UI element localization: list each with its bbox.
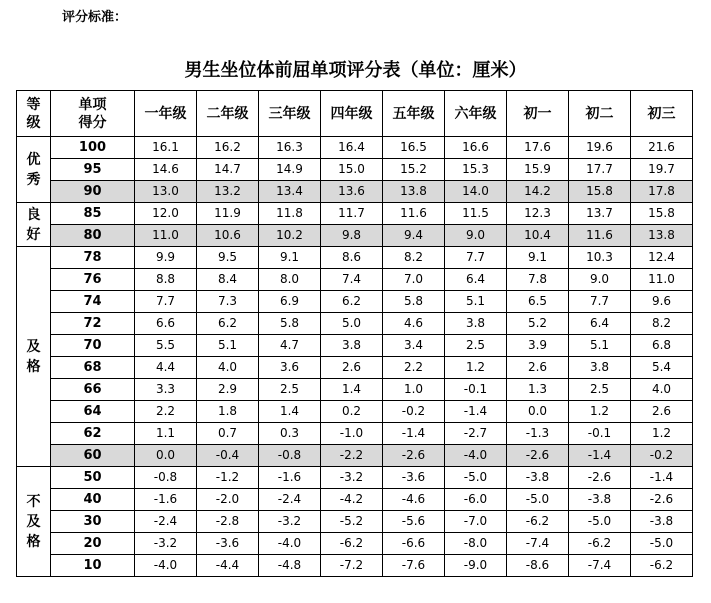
- value-cell: 9.4: [383, 225, 445, 247]
- value-cell: 9.8: [321, 225, 383, 247]
- value-cell: 11.9: [197, 203, 259, 225]
- value-cell: 19.6: [569, 137, 631, 159]
- value-cell: -6.2: [507, 511, 569, 533]
- value-cell: 15.2: [383, 159, 445, 181]
- header-level: 等 级: [17, 91, 51, 137]
- value-cell: 11.0: [631, 269, 693, 291]
- value-cell: 11.5: [445, 203, 507, 225]
- table-row: [17, 445, 693, 467]
- table-row: [17, 225, 693, 247]
- value-cell: 8.0: [259, 269, 321, 291]
- value-cell: 6.9: [259, 291, 321, 313]
- header-grade: 初三: [631, 91, 693, 137]
- value-cell: -1.4: [631, 467, 693, 489]
- value-cell: 2.5: [445, 335, 507, 357]
- table-row: [17, 181, 693, 203]
- value-cell: -1.6: [135, 489, 197, 511]
- value-cell: 6.8: [631, 335, 693, 357]
- score-cell: 80: [51, 225, 135, 247]
- value-cell: 10.2: [259, 225, 321, 247]
- value-cell: -6.0: [445, 489, 507, 511]
- value-cell: 1.4: [321, 379, 383, 401]
- value-cell: -1.3: [507, 423, 569, 445]
- value-cell: 14.7: [197, 159, 259, 181]
- value-cell: 7.7: [135, 291, 197, 313]
- value-cell: 3.3: [135, 379, 197, 401]
- value-cell: 7.3: [197, 291, 259, 313]
- value-cell: -7.2: [321, 555, 383, 577]
- value-cell: 3.8: [321, 335, 383, 357]
- score-cell: 72: [51, 313, 135, 335]
- table-row: [17, 401, 693, 423]
- value-cell: 5.8: [259, 313, 321, 335]
- value-cell: -9.0: [445, 555, 507, 577]
- value-cell: 4.0: [631, 379, 693, 401]
- score-cell: 95: [51, 159, 135, 181]
- header-score: 单项 得分: [51, 91, 135, 137]
- value-cell: -1.2: [197, 467, 259, 489]
- value-cell: 19.7: [631, 159, 693, 181]
- value-cell: 14.6: [135, 159, 197, 181]
- value-cell: -1.4: [445, 401, 507, 423]
- value-cell: 5.2: [507, 313, 569, 335]
- header-grade: 初二: [569, 91, 631, 137]
- value-cell: -0.1: [445, 379, 507, 401]
- value-cell: 1.4: [259, 401, 321, 423]
- value-cell: 2.6: [321, 357, 383, 379]
- value-cell: 2.5: [259, 379, 321, 401]
- value-cell: 4.0: [197, 357, 259, 379]
- value-cell: 15.8: [631, 203, 693, 225]
- value-cell: 0.0: [507, 401, 569, 423]
- value-cell: 16.5: [383, 137, 445, 159]
- value-cell: 0.0: [135, 445, 197, 467]
- value-cell: 6.5: [507, 291, 569, 313]
- value-cell: 5.1: [197, 335, 259, 357]
- value-cell: -4.2: [321, 489, 383, 511]
- value-cell: -1.0: [321, 423, 383, 445]
- value-cell: 16.4: [321, 137, 383, 159]
- value-cell: -0.1: [569, 423, 631, 445]
- value-cell: -1.4: [383, 423, 445, 445]
- value-cell: 5.4: [631, 357, 693, 379]
- value-cell: 9.1: [259, 247, 321, 269]
- value-cell: 16.6: [445, 137, 507, 159]
- score-cell: 30: [51, 511, 135, 533]
- value-cell: -3.2: [321, 467, 383, 489]
- value-cell: -0.2: [383, 401, 445, 423]
- value-cell: 15.8: [569, 181, 631, 203]
- value-cell: 12.3: [507, 203, 569, 225]
- value-cell: -7.6: [383, 555, 445, 577]
- value-cell: 13.8: [383, 181, 445, 203]
- value-cell: -2.4: [259, 489, 321, 511]
- table-row: [17, 291, 693, 313]
- value-cell: 9.6: [631, 291, 693, 313]
- value-cell: -3.8: [507, 467, 569, 489]
- value-cell: 3.6: [259, 357, 321, 379]
- value-cell: 1.2: [569, 401, 631, 423]
- value-cell: 3.8: [445, 313, 507, 335]
- value-cell: -3.2: [259, 511, 321, 533]
- value-cell: 6.6: [135, 313, 197, 335]
- value-cell: 2.2: [135, 401, 197, 423]
- value-cell: 3.9: [507, 335, 569, 357]
- value-cell: -4.0: [445, 445, 507, 467]
- header-grade: 三年级: [259, 91, 321, 137]
- value-cell: 6.2: [321, 291, 383, 313]
- value-cell: 9.0: [569, 269, 631, 291]
- value-cell: -6.2: [569, 533, 631, 555]
- value-cell: 11.6: [569, 225, 631, 247]
- score-cell: 10: [51, 555, 135, 577]
- header-grade: 一年级: [135, 91, 197, 137]
- value-cell: 9.0: [445, 225, 507, 247]
- value-cell: 3.8: [569, 357, 631, 379]
- score-cell: 78: [51, 247, 135, 269]
- value-cell: 13.6: [321, 181, 383, 203]
- table-row: [17, 357, 693, 379]
- value-cell: 9.1: [507, 247, 569, 269]
- value-cell: -0.2: [631, 445, 693, 467]
- value-cell: 1.8: [197, 401, 259, 423]
- value-cell: 15.3: [445, 159, 507, 181]
- value-cell: 7.8: [507, 269, 569, 291]
- value-cell: -2.4: [135, 511, 197, 533]
- value-cell: 8.2: [383, 247, 445, 269]
- score-cell: 76: [51, 269, 135, 291]
- value-cell: 4.6: [383, 313, 445, 335]
- value-cell: -2.8: [197, 511, 259, 533]
- value-cell: 2.5: [569, 379, 631, 401]
- value-cell: 11.0: [135, 225, 197, 247]
- value-cell: -3.2: [135, 533, 197, 555]
- score-table: [16, 90, 693, 577]
- value-cell: -1.6: [259, 467, 321, 489]
- value-cell: -2.0: [197, 489, 259, 511]
- value-cell: 0.7: [197, 423, 259, 445]
- value-cell: -5.6: [383, 511, 445, 533]
- value-cell: 13.2: [197, 181, 259, 203]
- value-cell: 1.3: [507, 379, 569, 401]
- table-row: [17, 335, 693, 357]
- table-row: [17, 511, 693, 533]
- value-cell: -6.2: [321, 533, 383, 555]
- value-cell: 8.8: [135, 269, 197, 291]
- value-cell: -2.6: [507, 445, 569, 467]
- value-cell: 6.2: [197, 313, 259, 335]
- table-row: [17, 159, 693, 181]
- value-cell: -3.6: [197, 533, 259, 555]
- table-row: [17, 423, 693, 445]
- value-cell: -6.6: [383, 533, 445, 555]
- value-cell: 9.5: [197, 247, 259, 269]
- value-cell: 7.4: [321, 269, 383, 291]
- score-cell: 60: [51, 445, 135, 467]
- header-grade: 初一: [507, 91, 569, 137]
- value-cell: -5.0: [445, 467, 507, 489]
- value-cell: -2.2: [321, 445, 383, 467]
- value-cell: -0.8: [259, 445, 321, 467]
- value-cell: 17.6: [507, 137, 569, 159]
- value-cell: -0.8: [135, 467, 197, 489]
- table-row: [17, 247, 693, 269]
- table-row: [17, 533, 693, 555]
- value-cell: -3.6: [383, 467, 445, 489]
- value-cell: 2.6: [507, 357, 569, 379]
- value-cell: -2.6: [383, 445, 445, 467]
- value-cell: 1.2: [631, 423, 693, 445]
- value-cell: 14.9: [259, 159, 321, 181]
- value-cell: 8.2: [631, 313, 693, 335]
- value-cell: -5.0: [507, 489, 569, 511]
- level-cell: 不 及 格: [17, 467, 51, 577]
- score-cell: 68: [51, 357, 135, 379]
- value-cell: -4.0: [259, 533, 321, 555]
- value-cell: 17.8: [631, 181, 693, 203]
- value-cell: 12.4: [631, 247, 693, 269]
- table-title: 男生坐位体前屈单项评分表（单位：厘米）: [184, 60, 527, 81]
- table-row: [17, 379, 693, 401]
- value-cell: 11.7: [321, 203, 383, 225]
- score-cell: 74: [51, 291, 135, 313]
- value-cell: 11.6: [383, 203, 445, 225]
- score-cell: 100: [51, 137, 135, 159]
- value-cell: 13.4: [259, 181, 321, 203]
- value-cell: 7.0: [383, 269, 445, 291]
- value-cell: 10.3: [569, 247, 631, 269]
- value-cell: 14.2: [507, 181, 569, 203]
- value-cell: 0.2: [321, 401, 383, 423]
- value-cell: 13.7: [569, 203, 631, 225]
- header-grade: 六年级: [445, 91, 507, 137]
- score-cell: 40: [51, 489, 135, 511]
- value-cell: 14.0: [445, 181, 507, 203]
- value-cell: -3.8: [569, 489, 631, 511]
- value-cell: 12.0: [135, 203, 197, 225]
- value-cell: 10.6: [197, 225, 259, 247]
- level-cell: 优 秀: [17, 137, 51, 203]
- value-cell: 16.2: [197, 137, 259, 159]
- value-cell: -7.4: [507, 533, 569, 555]
- value-cell: 6.4: [569, 313, 631, 335]
- table-row: [17, 313, 693, 335]
- value-cell: 2.9: [197, 379, 259, 401]
- header-grade: 二年级: [197, 91, 259, 137]
- value-cell: -2.6: [631, 489, 693, 511]
- value-cell: 13.0: [135, 181, 197, 203]
- value-cell: 15.9: [507, 159, 569, 181]
- value-cell: 10.4: [507, 225, 569, 247]
- value-cell: 11.8: [259, 203, 321, 225]
- value-cell: 5.8: [383, 291, 445, 313]
- table-row: [17, 269, 693, 291]
- value-cell: 17.7: [569, 159, 631, 181]
- criteria-label: 评分标准：: [62, 10, 128, 25]
- score-cell: 70: [51, 335, 135, 357]
- level-cell: 良 好: [17, 203, 51, 247]
- value-cell: 8.4: [197, 269, 259, 291]
- value-cell: -5.2: [321, 511, 383, 533]
- value-cell: -4.0: [135, 555, 197, 577]
- table-row: [17, 467, 693, 489]
- value-cell: 5.1: [445, 291, 507, 313]
- table-row: [17, 137, 693, 159]
- value-cell: 21.6: [631, 137, 693, 159]
- value-cell: 1.2: [445, 357, 507, 379]
- table-row: [17, 489, 693, 511]
- value-cell: 6.4: [445, 269, 507, 291]
- score-cell: 66: [51, 379, 135, 401]
- value-cell: -4.6: [383, 489, 445, 511]
- score-cell: 62: [51, 423, 135, 445]
- value-cell: 8.6: [321, 247, 383, 269]
- value-cell: 0.3: [259, 423, 321, 445]
- value-cell: 5.1: [569, 335, 631, 357]
- header-grade: 五年级: [383, 91, 445, 137]
- value-cell: 16.3: [259, 137, 321, 159]
- value-cell: -0.4: [197, 445, 259, 467]
- table-body: [17, 137, 693, 577]
- value-cell: 7.7: [569, 291, 631, 313]
- value-cell: -3.8: [631, 511, 693, 533]
- table-row: [17, 203, 693, 225]
- value-cell: -5.0: [569, 511, 631, 533]
- table-row: [17, 555, 693, 577]
- header-row: [17, 91, 693, 137]
- value-cell: -2.6: [569, 467, 631, 489]
- value-cell: 5.0: [321, 313, 383, 335]
- value-cell: -1.4: [569, 445, 631, 467]
- score-cell: 90: [51, 181, 135, 203]
- value-cell: 1.1: [135, 423, 197, 445]
- value-cell: -5.0: [631, 533, 693, 555]
- score-cell: 50: [51, 467, 135, 489]
- value-cell: -7.0: [445, 511, 507, 533]
- value-cell: 3.4: [383, 335, 445, 357]
- value-cell: -4.4: [197, 555, 259, 577]
- value-cell: 16.1: [135, 137, 197, 159]
- value-cell: -8.6: [507, 555, 569, 577]
- value-cell: -8.0: [445, 533, 507, 555]
- score-cell: 64: [51, 401, 135, 423]
- value-cell: -4.8: [259, 555, 321, 577]
- value-cell: 15.0: [321, 159, 383, 181]
- value-cell: 13.8: [631, 225, 693, 247]
- value-cell: 5.5: [135, 335, 197, 357]
- score-cell: 85: [51, 203, 135, 225]
- value-cell: 2.6: [631, 401, 693, 423]
- value-cell: 4.4: [135, 357, 197, 379]
- value-cell: 4.7: [259, 335, 321, 357]
- score-cell: 20: [51, 533, 135, 555]
- value-cell: -6.2: [631, 555, 693, 577]
- value-cell: -2.7: [445, 423, 507, 445]
- value-cell: -7.4: [569, 555, 631, 577]
- value-cell: 2.2: [383, 357, 445, 379]
- value-cell: 7.7: [445, 247, 507, 269]
- header-grade: 四年级: [321, 91, 383, 137]
- level-cell: 及 格: [17, 247, 51, 467]
- value-cell: 9.9: [135, 247, 197, 269]
- value-cell: 1.0: [383, 379, 445, 401]
